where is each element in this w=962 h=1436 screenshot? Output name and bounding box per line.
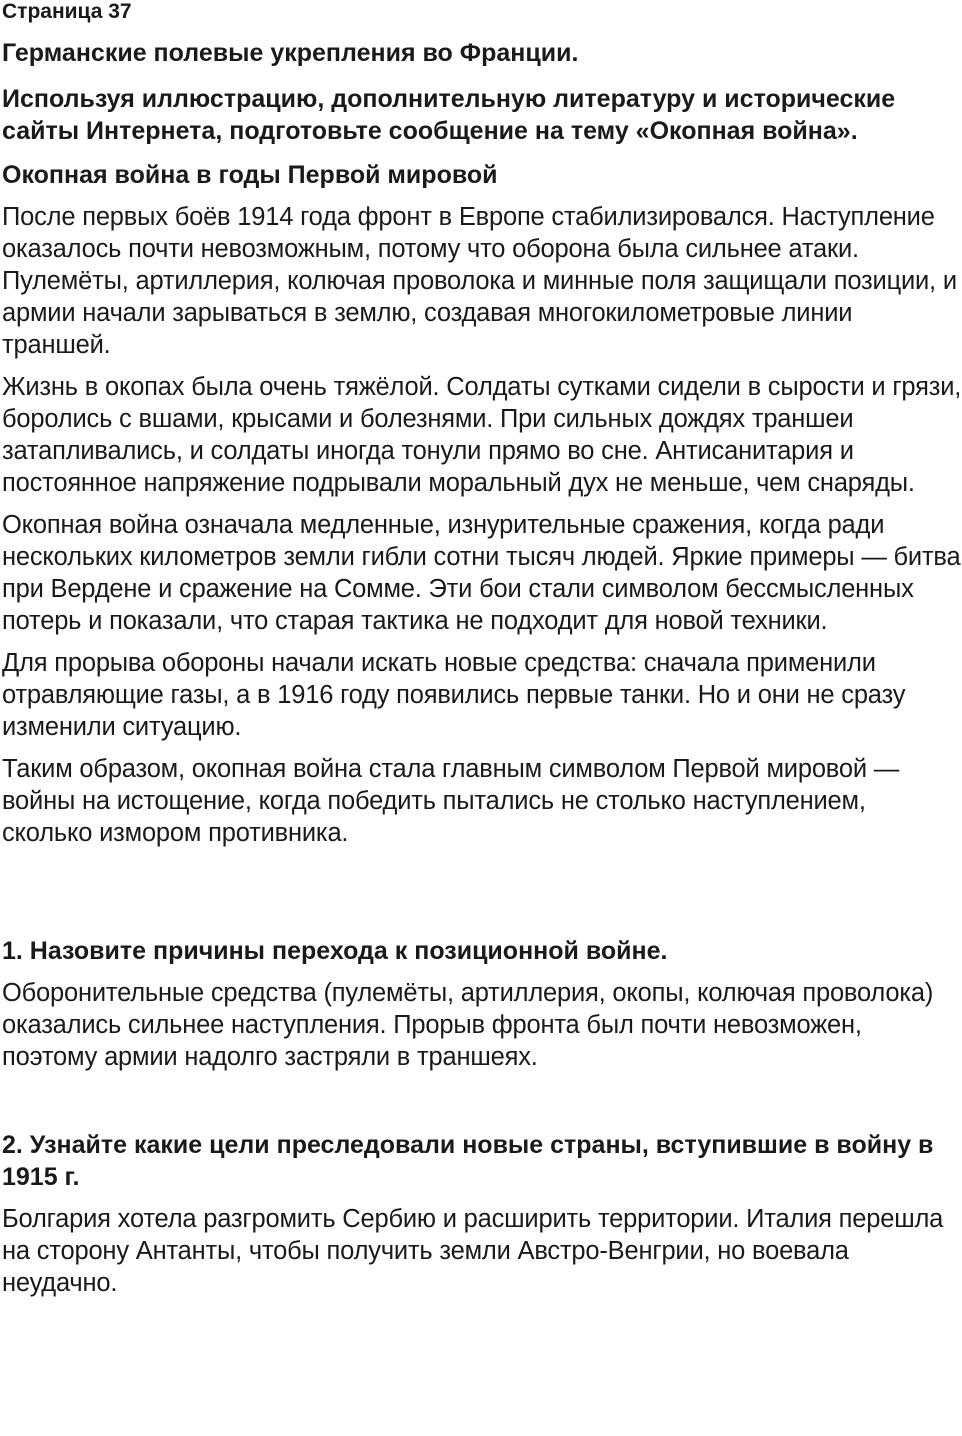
essay-paragraph: Для прорыва обороны начали искать новые средства: сначала применили отравляющие газы, а в 1916 году появились первые танки. Но и они не сразу изменили ситуацию. — [2, 649, 906, 741]
essay-paragraph: Окопная война означала медленные, изнурительные сражения, когда ради нескольких километров земли гибли сотни тысяч людей. Яркие примеры — битва при Вердене и сражение на Сомме. Эти бои стали символом бессмысленных потерь и показали, что старая тактика не подходит для новой техники. — [2, 511, 961, 635]
section-spacer — [2, 849, 962, 935]
essay-paragraph: Таким образом, окопная война стала главным символом Первой мировой — войны на истощение, когда победить пытались не столько наступлением, сколько измором противника. — [2, 755, 900, 847]
essay-paragraph: После первых боёв 1914 года фронт в Европе стабилизировался. Наступление оказалось почти невозможным, потому что оборона была сильнее атаки. Пулемёты, артиллерия, колючая проволока и минные поля защищали позиции, и армии начали зарываться в землю, создавая многокилометровые линии траншей. — [2, 203, 957, 359]
task-instruction: Используя иллюстрацию, дополнительную литературу и исторические сайты Интернета, подготовьте сообщение на тему «Окопная война». — [2, 85, 896, 145]
document-page — [2, 0, 962, 1299]
question-answer: Оборонительные средства (пулемёты, артиллерия, окопы, колючая проволока) оказались сильнее наступления. Прорыв фронта был почти невозможен, поэтому армии надолго застряли в траншеях. — [2, 979, 934, 1071]
question-heading: 2. Узнайте какие цели преследовали новые страны, вступившие в войну в 1915 г. — [2, 1131, 934, 1191]
illustration-caption-title: Германские полевые укрепления во Франции. — [2, 39, 579, 67]
question-answer: Болгария хотела разгромить Сербию и расширить территории. Италия перешла на сторону Антанты, чтобы получить земли Австро-Венгрии, но воевала неудачно. — [2, 1205, 944, 1297]
question-heading: 1. Назовите причины перехода к позиционной войне. — [2, 937, 668, 965]
page-number-label: Страница 37 — [2, 0, 132, 23]
essay-heading: Окопная война в годы Первой мировой — [2, 161, 498, 189]
section-spacer — [2, 1073, 962, 1129]
essay-paragraph: Жизнь в окопах была очень тяжёлой. Солдаты сутками сидели в сырости и грязи, боролись с вшами, крысами и болезнями. При сильных дождях траншеи затапливались, и солдаты иногда тонули прямо во сне. Антисанитария и постоянное напряжение подрывали моральный дух не меньше, чем снаряды. — [2, 373, 962, 497]
